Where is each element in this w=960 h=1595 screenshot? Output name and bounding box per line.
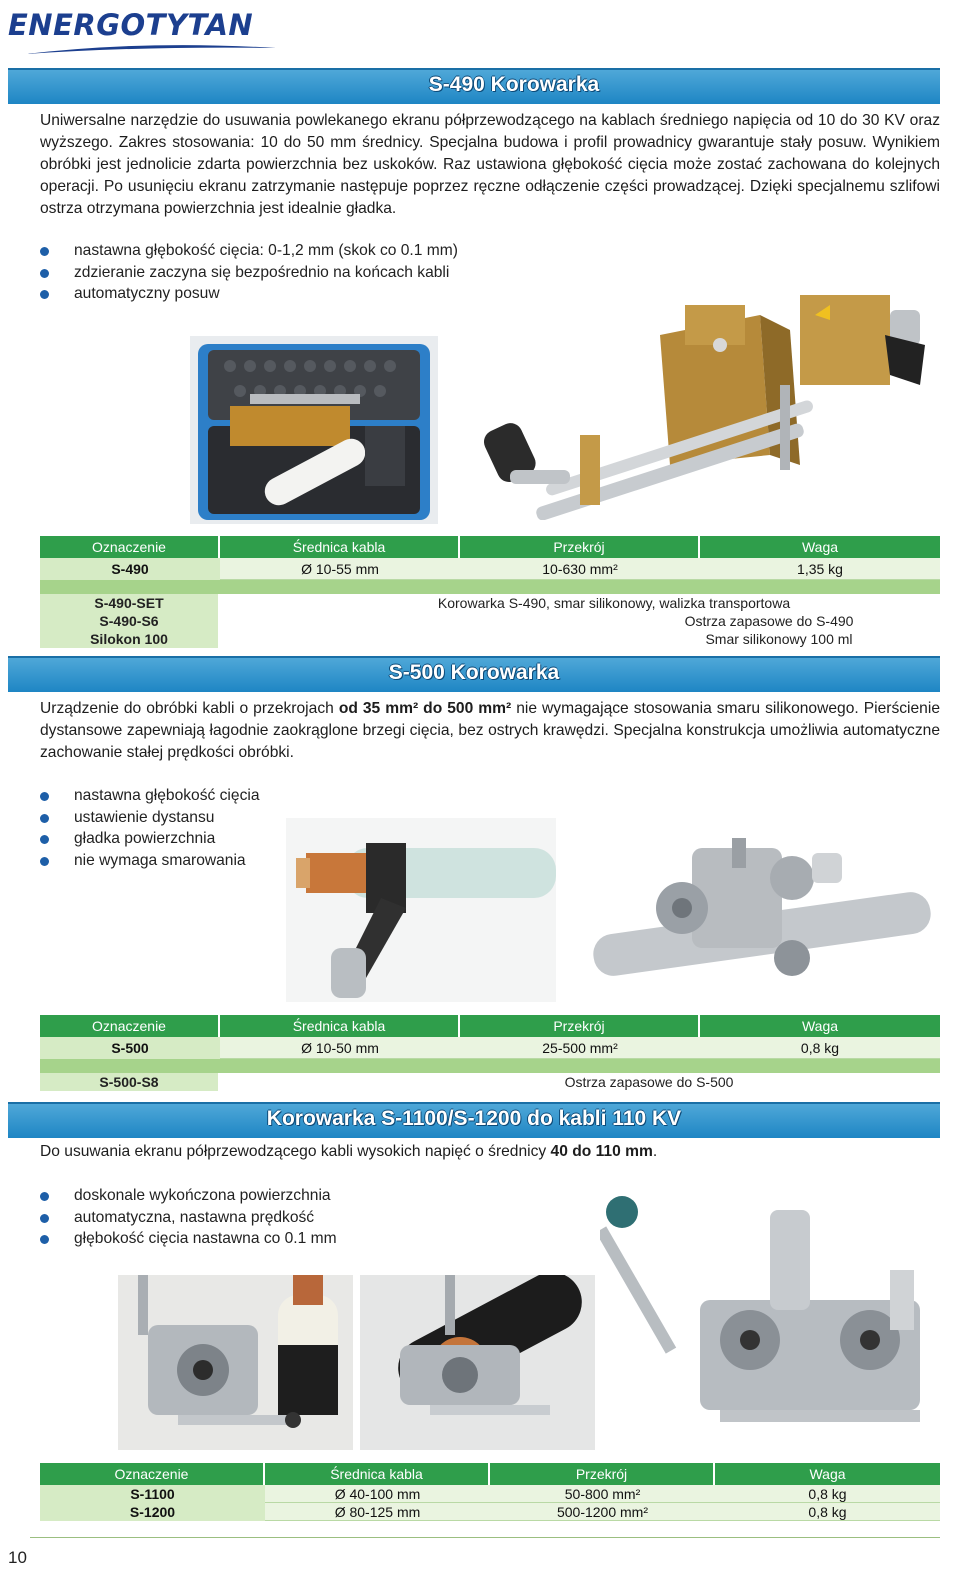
s500-spec-table	[40, 1015, 940, 1091]
table-row	[40, 558, 940, 580]
table-cell: Silokon 100	[40, 630, 218, 648]
bullet-icon	[40, 835, 49, 844]
table-cell: 50-800 mm²	[490, 1485, 715, 1503]
table-cell: S-1200	[40, 1503, 265, 1521]
table-row	[40, 1485, 940, 1503]
list-item: nastawna głębokość cięcia	[40, 785, 260, 807]
page-number: 10	[8, 1548, 27, 1567]
column-header: Oznaczenie	[40, 536, 220, 558]
s1100-spec-table	[40, 1463, 940, 1521]
table-cell: 0,8 kg	[715, 1485, 940, 1503]
table-cell: S-1100	[40, 1485, 265, 1503]
s1100-photo-1	[118, 1275, 353, 1450]
table-cell: Korowarka S-490, smar silikonowy, walizka transportowa	[437, 595, 791, 611]
text-segment: nie wymagające stosowania smaru silikonowego. Pierścienie dystansowe zapewniają łagodnie zaokrąglone brzegi cięcia, bez ostrych krawędzi. Specjalna konstrukcja umożliwia automatyczne zachowanie stałej prędkości obróbki.	[40, 700, 940, 761]
bullet-icon	[40, 1192, 49, 1201]
table-cell: Ø 40-100 mm	[265, 1485, 490, 1503]
column-header: Przekrój	[460, 536, 700, 558]
column-header: Średnica kabla	[220, 536, 460, 558]
section-title: Korowarka S-1100/S-1200 do kabli 110 KV	[266, 1107, 682, 1130]
table-cell: Ø 80-125 mm	[265, 1503, 490, 1521]
list-item: nastawna głębokość cięcia: 0-1,2 mm (skok co 0.1 mm)	[40, 240, 458, 262]
list-item: doskonale wykończona powierzchnia	[40, 1185, 337, 1207]
bullet-icon	[40, 269, 49, 278]
table-cell: 500-1200 mm²	[490, 1503, 715, 1521]
table-cell: S-500	[40, 1037, 220, 1059]
table-divider	[40, 580, 940, 594]
s1100-tool-photo	[600, 1190, 940, 1450]
column-header: Waga	[801, 1018, 839, 1034]
text-segment: .	[652, 1143, 658, 1160]
column-header: Przekrój	[460, 1015, 700, 1037]
s490-description: Uniwersalne narzędzie do usuwania powlekanego ekranu półprzewodzącego na kablach średniego napięcia od 10 do 30 KV oraz wyższego. Zakres stosowania: 10 do 50 mm średnicy. Specjalna budowa i profil prowadnicy gwarantuje stały posuw. Wynikiem obróbki jest jednolicie zdarta powierzchnia bez uskoków. Raz ustawiona głębokość cięcia może zostać zachowana do kolejnych operacji. Po usunięciu ekranu zatrzymanie następuje poprzez ręczne odłączenie części prowadzącej. Dzięki specjalnemu szlifowi ostrza otrzymana powierzchnia jest idealnie gładka.	[40, 112, 940, 217]
section-banner-s500	[8, 656, 940, 692]
text-segment: Do usuwania ekranu półprzewodzącego kabli wysokich napięć o średnicy	[40, 1143, 551, 1160]
bullet-icon	[40, 247, 49, 256]
column-header: Przekrój	[490, 1463, 715, 1485]
s500-description	[40, 698, 940, 764]
section-title: S-500 Korowarka	[388, 661, 560, 684]
bullet-icon	[40, 290, 49, 299]
table-cell: 0,8 kg	[700, 1037, 940, 1059]
company-logo	[8, 6, 278, 54]
table-row	[40, 1037, 940, 1059]
table-divider	[40, 1059, 940, 1073]
table-row	[40, 630, 940, 648]
table-cell: 0,8 kg	[715, 1503, 940, 1521]
table-cell: Ø 10-55 mm	[220, 558, 460, 580]
table-cell: S-490	[40, 558, 220, 580]
table-header	[40, 536, 940, 558]
list-item: głębokość cięcia nastawna co 0.1 mm	[40, 1228, 337, 1250]
s490-spec-table	[40, 536, 940, 648]
s1100-photo-2	[360, 1275, 595, 1450]
list-item: automatyczna, nastawna prędkość	[40, 1207, 337, 1229]
table-cell: S-500-S8	[40, 1073, 218, 1091]
table-cell: 10-630 mm²	[460, 558, 700, 580]
logo-text: ENERGOTYTAN	[8, 8, 254, 42]
text-segment-bold: 40 do 110 mm	[550, 1143, 653, 1160]
table-row	[40, 612, 940, 630]
section-banner-s1100	[8, 1102, 940, 1138]
list-item: automatyczny posuw	[40, 283, 458, 305]
table-row	[40, 594, 940, 612]
table-row	[40, 1073, 940, 1091]
bullet-icon	[40, 814, 49, 823]
s490-feature-list	[40, 240, 458, 305]
s500-feature-list	[40, 785, 260, 871]
column-header: Waga	[801, 539, 839, 555]
list-item: gładka powierzchnia	[40, 828, 260, 850]
bullet-icon	[40, 792, 49, 801]
table-header	[40, 1463, 940, 1485]
table-cell: Ø 10-50 mm	[220, 1037, 460, 1059]
s500-tool-photo	[582, 818, 940, 1002]
s1100-feature-list	[40, 1185, 337, 1250]
table-cell: Ostrza zapasowe do S-490	[684, 613, 854, 629]
table-cell: S-490-SET	[40, 594, 218, 612]
column-header: Oznaczenie	[40, 1015, 220, 1037]
list-item: zdzieranie zaczyna się bezpośrednio na końcach kabli	[40, 262, 458, 284]
s1100-description	[40, 1141, 940, 1163]
section-title: S-490 Korowarka	[428, 73, 600, 96]
text-segment: Urządzenie do obróbki kabli o przekrojach	[40, 700, 339, 717]
section-banner-s490	[8, 68, 940, 104]
s500-in-use-photo	[286, 818, 556, 1002]
table-cell: 1,35 kg	[700, 558, 940, 580]
logo-swoosh-icon	[26, 40, 276, 56]
s490-case-photo	[190, 336, 438, 524]
list-item: nie wymaga smarowania	[40, 850, 260, 872]
table-row	[40, 1503, 940, 1521]
column-header: Średnica kabla	[265, 1463, 490, 1485]
table-cell: S-490-S6	[40, 612, 218, 630]
bullet-icon	[40, 1235, 49, 1244]
column-header: Średnica kabla	[220, 1015, 460, 1037]
footer-divider	[30, 1537, 940, 1538]
list-item: ustawienie dystansu	[40, 807, 260, 829]
table-cell: Ostrza zapasowe do S-500	[564, 1074, 734, 1090]
text-segment-bold: od 35 mm² do 500 mm²	[338, 700, 512, 717]
column-header: Waga	[809, 1466, 846, 1482]
bullet-icon	[40, 857, 49, 866]
s490-tool-photo	[470, 275, 940, 520]
table-cell: Smar silikonowy 100 ml	[705, 631, 853, 647]
table-cell: 25-500 mm²	[460, 1037, 700, 1059]
bullet-icon	[40, 1214, 49, 1223]
column-header: Oznaczenie	[40, 1463, 265, 1485]
table-header	[40, 1015, 940, 1037]
